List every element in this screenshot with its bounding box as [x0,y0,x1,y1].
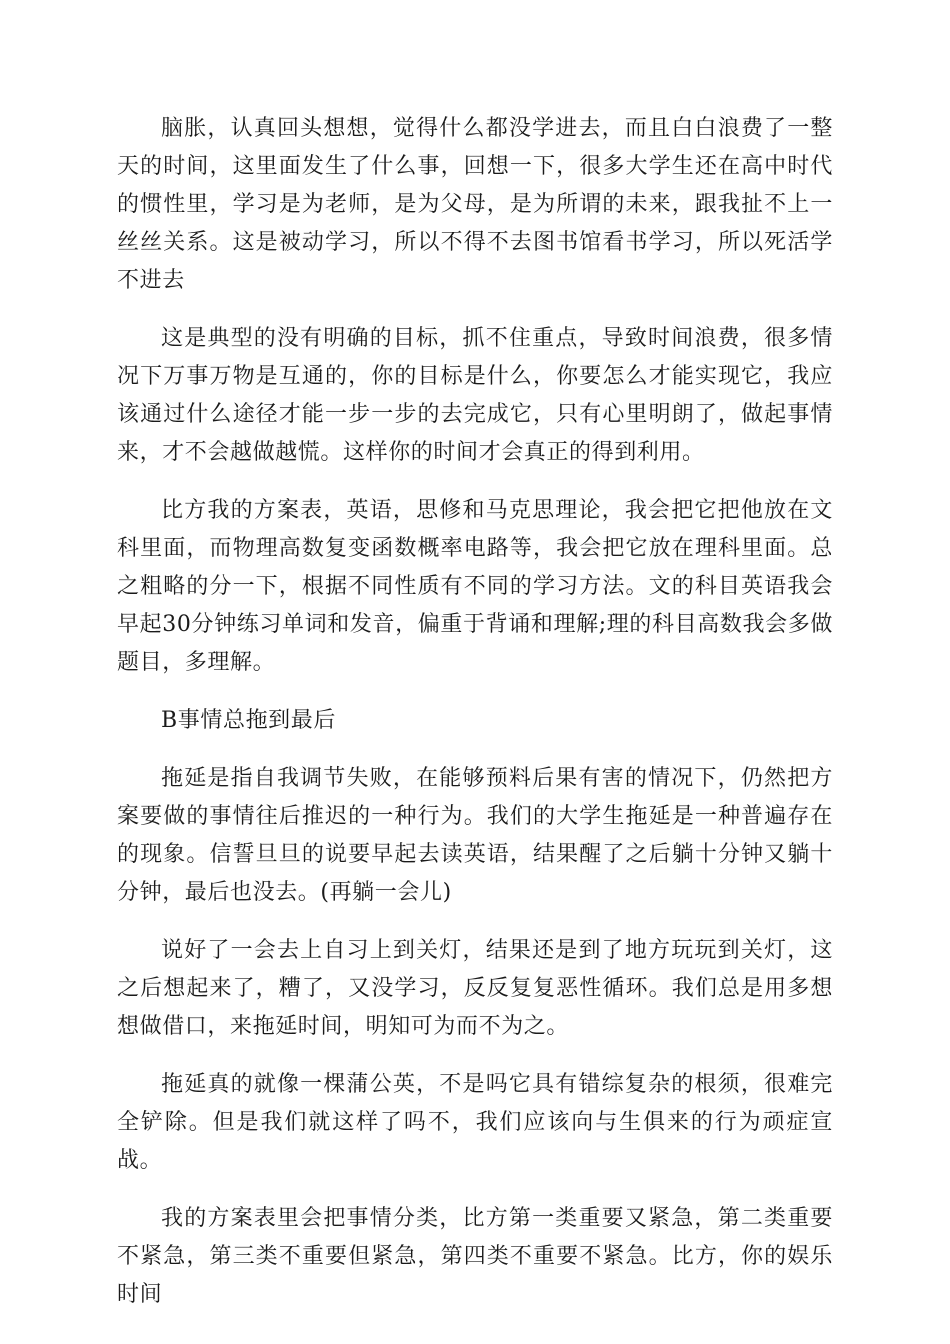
paragraph-3: 比方我的方案表，英语，思修和马克思理论，我会把它把他放在文科里面，而物理高数复变函数概率电路等，我会把它放在理科里面。总之粗略的分一下，根据不同性质有不同的学习方法。文的科目英语我会早起30分钟练习单词和发音，偏重于背诵和理解;理的科目高数我会多做题目，多理解。 [117,498,833,675]
paragraph-7: 拖延真的就像一棵蒲公英，不是吗它具有错综复杂的根须，很难完全铲除。但是我们就这样了吗不，我们应该向与生俱来的行为顽症宣战。 [117,1072,833,1173]
paragraph-6: 说好了一会去上自习上到关灯，结果还是到了地方玩玩到关灯，这之后想起来了，糟了，又没学习，反反复复恶性循环。我们总是用多想想做借口，来拖延时间，明知可为而不为之。 [117,938,833,1039]
section-heading-b: B事情总拖到最后 [161,708,336,733]
paragraph-2: 这是典型的没有明确的目标，抓不住重点，导致时间浪费，很多情况下万事万物是互通的，你的目标是什么，你要怎么才能实现它，我应该通过什么途径才能一步一步的去完成它，只有心里明朗了，做起事情来，才不会越做越慌。这样你的时间才会真正的得到利用。 [117,326,833,465]
paragraph-8: 我的方案表里会把事情分类，比方第一类重要又紧急，第二类重要不紧急，第三类不重要但紧急，第四类不重要不紧急。比方，你的娱乐时间 [117,1206,833,1307]
paragraph-1: 脑胀，认真回头想想，觉得什么都没学进去，而且白白浪费了一整天的时间，这里面发生了什么事，回想一下，很多大学生还在高中时代的惯性里，学习是为老师，是为父母，是为所谓的未来，跟我扯不上一丝丝关系。这是被动学习，所以不得不去图书馆看书学习，所以死活学不进去 [117,116,833,293]
paragraph-5: 拖延是指自我调节失败，在能够预料后果有害的情况下，仍然把方案要做的事情往后推迟的一种行为。我们的大学生拖延是一种普遍存在的现象。信誓旦旦的说要早起去读英语，结果醒了之后躺十分钟又躺十分钟，最后也没去。(再躺一会儿) [117,766,833,905]
